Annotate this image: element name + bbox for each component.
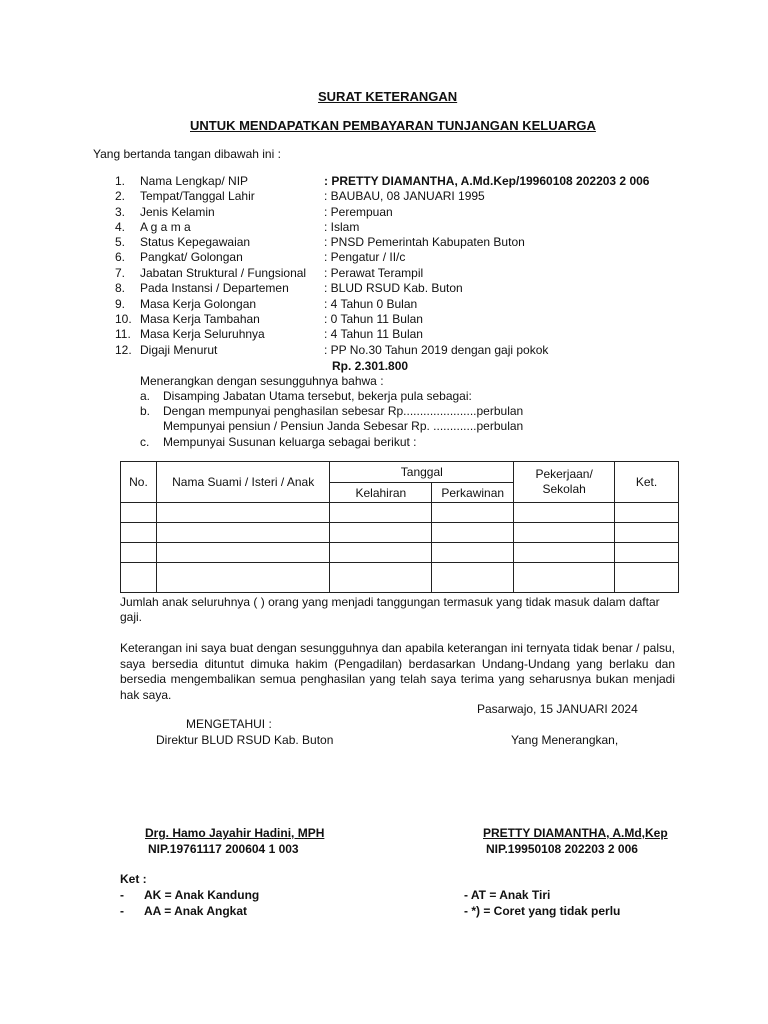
table-cell[interactable] xyxy=(615,563,679,593)
table-cell[interactable] xyxy=(156,563,329,593)
field-value: : PRETTY DIAMANTHA, A.Md.Kep/19960108 202203 2 006 xyxy=(324,174,650,188)
table-cell[interactable] xyxy=(330,523,432,543)
declarant-name: PRETTY DIAMANTHA, A.Md,Kep xyxy=(483,826,668,840)
field-label: Status Kepegawaian xyxy=(140,235,251,249)
column-header-marriage: Perkawinan xyxy=(432,483,514,503)
field-number: 7. xyxy=(115,266,126,280)
table-cell[interactable] xyxy=(514,523,615,543)
table-cell[interactable] xyxy=(615,503,679,523)
statement-a-marker: a. xyxy=(140,389,151,403)
children-count-line: Jumlah anak seluruhnya ( ) orang yang menjadi tanggungan termasuk yang tidak masuk dalam daftar xyxy=(120,595,660,609)
field-number: 10. xyxy=(115,312,132,326)
director-name: Drg. Hamo Jayahir Hadini, MPH xyxy=(145,826,325,840)
column-header-name: Nama Suami / Isteri / Anak xyxy=(156,462,329,503)
table-row xyxy=(121,503,679,523)
table-row xyxy=(121,563,679,593)
document-subtitle: UNTUK MENDAPATKAN PEMBAYARAN TUNJANGAN KELUARGA xyxy=(190,118,596,133)
table-cell[interactable] xyxy=(615,543,679,563)
field-value: : Islam xyxy=(324,220,360,234)
statement-b-pension: Mempunyai pensiun / Pensiun Janda Sebesar Rp. .............perbulan xyxy=(163,419,524,433)
statement-b-income: Dengan mempunyai penghasilan sebesar Rp......................perbulan xyxy=(163,404,524,418)
field-label: Masa Kerja Seluruhnya xyxy=(140,327,265,341)
note-item: AA = Anak Angkat xyxy=(144,904,248,918)
field-value: : BLUD RSUD Kab. Buton xyxy=(324,281,463,295)
table-cell[interactable] xyxy=(330,563,432,593)
table-cell[interactable] xyxy=(432,543,514,563)
table-cell[interactable] xyxy=(121,503,157,523)
table-cell[interactable] xyxy=(514,563,615,593)
field-label: Masa Kerja Tambahan xyxy=(140,312,260,326)
column-header-note: Ket. xyxy=(615,462,679,503)
field-value: : Perempuan xyxy=(324,205,393,219)
field-label: Masa Kerja Golongan xyxy=(140,297,257,311)
field-number: 4. xyxy=(115,220,126,234)
note-item: - *) = Coret yang tidak perlu xyxy=(464,904,621,918)
column-header-date: Tanggal xyxy=(330,462,514,483)
declarant-role: Yang Menerangkan, xyxy=(511,733,619,747)
field-value: : 4 Tahun 11 Bulan xyxy=(324,327,423,341)
statement-a-text: Disamping Jabatan Utama tersebut, bekerja pula sebagai: xyxy=(163,389,472,403)
field-value: : 0 Tahun 11 Bulan xyxy=(324,312,423,326)
field-number: 2. xyxy=(115,189,126,203)
table-cell[interactable] xyxy=(156,543,329,563)
statement-b-marker: b. xyxy=(140,404,151,418)
table-row xyxy=(121,543,679,563)
children-count-line-cont: gaji. xyxy=(120,610,143,624)
field-value: : Pengatur / II/c xyxy=(324,250,406,264)
table-cell[interactable] xyxy=(330,543,432,563)
statement-lead: Menerangkan dengan sesungguhnya bahwa : xyxy=(140,374,384,388)
declarant-nip: NIP.19950108 202203 2 006 xyxy=(486,842,638,856)
field-number: 3. xyxy=(115,205,126,219)
field-number: 9. xyxy=(115,297,126,311)
director-nip: NIP.19761117 200604 1 003 xyxy=(148,842,299,856)
notes-heading: Ket : xyxy=(120,872,147,886)
table-cell[interactable] xyxy=(432,503,514,523)
note-dash: - xyxy=(120,888,124,902)
table-cell[interactable] xyxy=(156,523,329,543)
place-date: Pasarwajo, 15 JANUARI 2024 xyxy=(477,702,638,716)
field-value: : BAUBAU, 08 JANUARI 1995 xyxy=(324,189,485,203)
table-cell[interactable] xyxy=(156,503,329,523)
director-role: Direktur BLUD RSUD Kab. Buton xyxy=(156,733,334,747)
table-cell[interactable] xyxy=(121,543,157,563)
field-value: : 4 Tahun 0 Bulan xyxy=(324,297,418,311)
field-number: 1. xyxy=(115,174,126,188)
column-header-birth: Kelahiran xyxy=(330,483,432,503)
field-label: Pada Instansi / Departemen xyxy=(140,281,289,295)
table-cell[interactable] xyxy=(330,503,432,523)
statement-c-text: Mempunyai Susunan keluarga sebagai berikut : xyxy=(163,435,417,449)
field-value: : PP No.30 Tahun 2019 dengan gaji pokok xyxy=(324,343,549,357)
table-cell[interactable] xyxy=(514,543,615,563)
acknowledged-heading: MENGETAHUI : xyxy=(186,717,272,731)
note-item: - AT = Anak Tiri xyxy=(464,888,551,902)
field-number: 11. xyxy=(115,327,131,341)
table-cell[interactable] xyxy=(121,523,157,543)
field-label: Pangkat/ Golongan xyxy=(140,250,243,264)
field-label: A g a m a xyxy=(140,220,191,234)
document-title: SURAT KETERANGAN xyxy=(318,89,458,104)
field-label: Tempat/Tanggal Lahir xyxy=(140,189,255,203)
salary-amount: Rp. 2.301.800 xyxy=(332,359,409,373)
intro-text: Yang bertanda tangan dibawah ini : xyxy=(93,147,281,161)
field-number: 6. xyxy=(115,250,126,264)
field-number: 8. xyxy=(115,281,126,295)
table-cell[interactable] xyxy=(615,523,679,543)
family-table xyxy=(120,461,679,593)
field-value: : Perawat Terampil xyxy=(324,266,424,280)
field-label: Jenis Kelamin xyxy=(140,205,215,219)
field-value: : PNSD Pemerintah Kabupaten Buton xyxy=(324,235,525,249)
statement-c-marker: c. xyxy=(140,435,150,449)
table-row xyxy=(121,523,679,543)
field-label: Nama Lengkap/ NIP xyxy=(140,174,249,188)
field-number: 5. xyxy=(115,235,126,249)
table-cell[interactable] xyxy=(121,563,157,593)
column-header-no: No. xyxy=(121,462,157,503)
table-cell[interactable] xyxy=(432,523,514,543)
field-label: Jabatan Struktural / Fungsional xyxy=(140,266,307,280)
column-header-job: Pekerjaan/ Sekolah xyxy=(514,462,615,503)
note-dash: - xyxy=(120,904,124,918)
field-label: Digaji Menurut xyxy=(140,343,218,357)
table-header-row xyxy=(121,462,679,483)
field-number: 12. xyxy=(115,343,132,357)
note-item: AK = Anak Kandung xyxy=(144,888,260,902)
table-cell[interactable] xyxy=(514,503,615,523)
table-cell[interactable] xyxy=(432,563,514,593)
declaration-paragraph: Keterangan ini saya buat dengan sesungguhnya dan apabila keterangan ini ternyata tidak benar / palsu, saya bersedia dituntut dimuka hakim (Pengadilan) berdasarkan Undang-Undang yang berlaku dan bersedia mengembalikan semua penghasilan yang telah saya terima yang seharusnya bukan menjadi hak saya. xyxy=(120,641,675,702)
